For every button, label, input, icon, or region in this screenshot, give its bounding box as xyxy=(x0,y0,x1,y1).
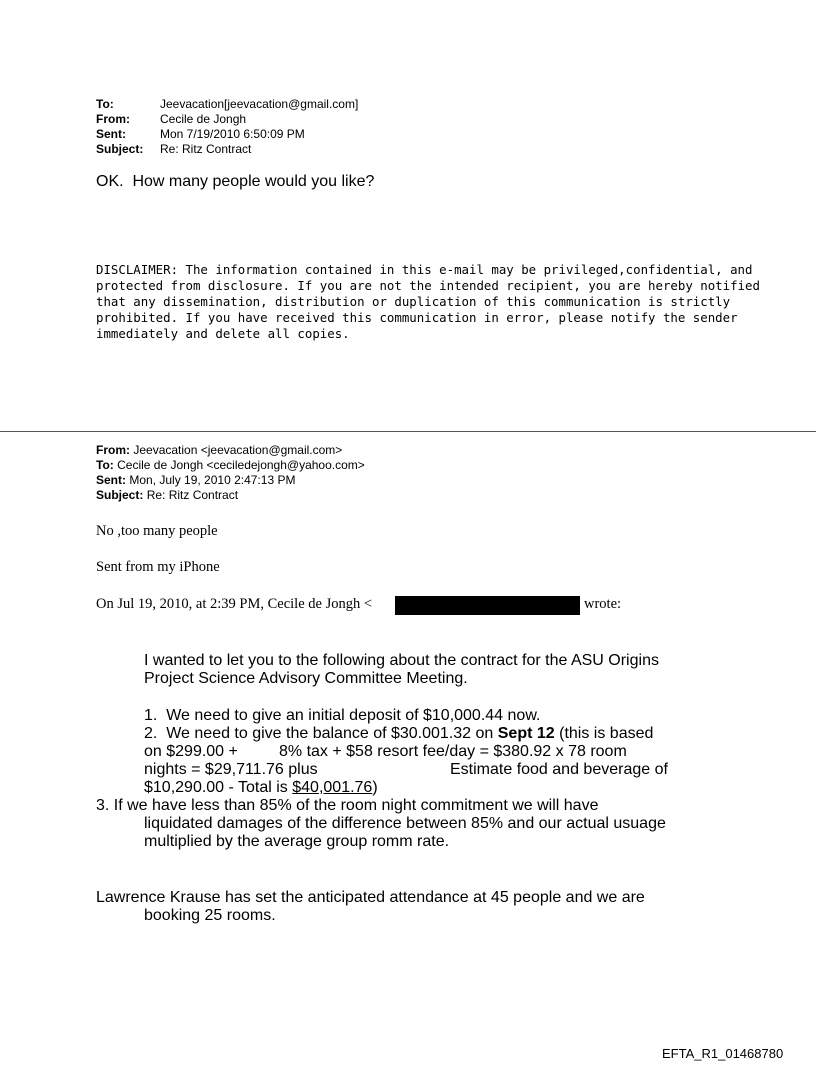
email1-sent-label: Sent: xyxy=(96,127,126,141)
email2-subject-value: Re: Ritz Contract xyxy=(146,488,239,502)
email1-to-value: Jeevacation[jeevacation@gmail.com] xyxy=(160,97,359,111)
redaction-block xyxy=(395,596,580,615)
quoted-intro-line: I wanted to let you to the following about the contract for the ASU Origins xyxy=(144,652,659,669)
email2-sent-row xyxy=(96,474,295,487)
quoted-closing-line: Lawrence Krause has set the anticipated attendance at 45 people and we are xyxy=(96,889,645,906)
email1-subject-value: Re: Ritz Contract xyxy=(160,142,252,156)
email2-sent-label: Sent: xyxy=(96,473,126,487)
item2-text: ) xyxy=(372,779,378,796)
email2-subject-label: Subject: xyxy=(96,488,144,502)
email1-to-label: To: xyxy=(96,97,114,111)
quoted-item-2-line xyxy=(144,725,653,743)
quoted-item-3-line: 3. If we have less than 85% of the room night commitment we will have xyxy=(96,797,599,814)
disclaimer-line: DISCLAIMER: The information contained in this e-mail may be privileged,confidential, and xyxy=(96,262,753,277)
item2-text: (this is based xyxy=(554,725,654,742)
message-divider xyxy=(0,431,816,432)
document-id: EFTA_R1_01468780 xyxy=(662,1046,784,1061)
item2-text: nights = $29,711.76 plus xyxy=(144,761,318,778)
disclaimer-line: immediately and delete all copies. xyxy=(96,326,350,341)
email2-to-label: To: xyxy=(96,458,114,472)
email2-reply: No ,too many people xyxy=(96,523,218,539)
email2-from-label: From: xyxy=(96,443,130,457)
email2-from-value: Jeevacation <jeevacation@gmail.com> xyxy=(133,443,343,457)
email1-subject-label: Subject: xyxy=(96,142,144,156)
quoted-item-3-line: liquidated damages of the difference between 85% and our actual usuage xyxy=(144,815,666,832)
item2-total: $40,001.76 xyxy=(292,779,373,796)
item2-text: on $299.00 + xyxy=(144,743,238,760)
email2-sent-value: Mon, July 19, 2010 2:47:13 PM xyxy=(129,473,296,487)
disclaimer-line: protected from disclosure. If you are not the intended recipient, you are hereby notified xyxy=(96,278,760,293)
quote-wrote: wrote: xyxy=(584,596,622,612)
item2-text: $10,290.00 - Total is xyxy=(144,779,293,796)
email1-sent-value: Mon 7/19/2010 6:50:09 PM xyxy=(160,127,305,141)
email2-to-row xyxy=(96,459,365,472)
quoted-intro-line: Project Science Advisory Committee Meeting. xyxy=(144,670,468,687)
quoted-item-3-line: multiplied by the average group romm rate. xyxy=(144,833,450,850)
quoted-item-1: 1. We need to give an initial deposit of $10,000.44 now. xyxy=(144,707,541,724)
item2-total-line xyxy=(144,779,378,797)
email1-from-label: From: xyxy=(96,112,130,126)
item2-date: Sept 12 xyxy=(497,725,555,742)
quoted-closing-line: booking 25 rooms. xyxy=(144,907,276,924)
email1-from-value: Cecile de Jongh xyxy=(160,112,247,126)
disclaimer-line: prohibited. If you have received this communication in error, please notify the sender xyxy=(96,310,738,325)
email2-signature: Sent from my iPhone xyxy=(96,559,220,575)
quote-intro: On Jul 19, 2010, at 2:39 PM, Cecile de Jongh < xyxy=(96,596,373,612)
email2-to-value: Cecile de Jongh <ceciledejongh@yahoo.com> xyxy=(117,458,365,472)
item2-text: Estimate food and beverage of xyxy=(450,761,668,778)
email2-subject-row xyxy=(96,489,238,502)
disclaimer-line: that any dissemination, distribution or duplication of this communication is strictly xyxy=(96,294,731,309)
email2-from-row xyxy=(96,444,342,457)
item2-text: 8% tax + $58 resort fee/day = $380.92 x 78 room xyxy=(279,743,627,760)
email1-body: OK. How many people would you like? xyxy=(96,173,375,190)
item2-text: 2. We need to give the balance of $30.001.32 on xyxy=(144,725,498,742)
